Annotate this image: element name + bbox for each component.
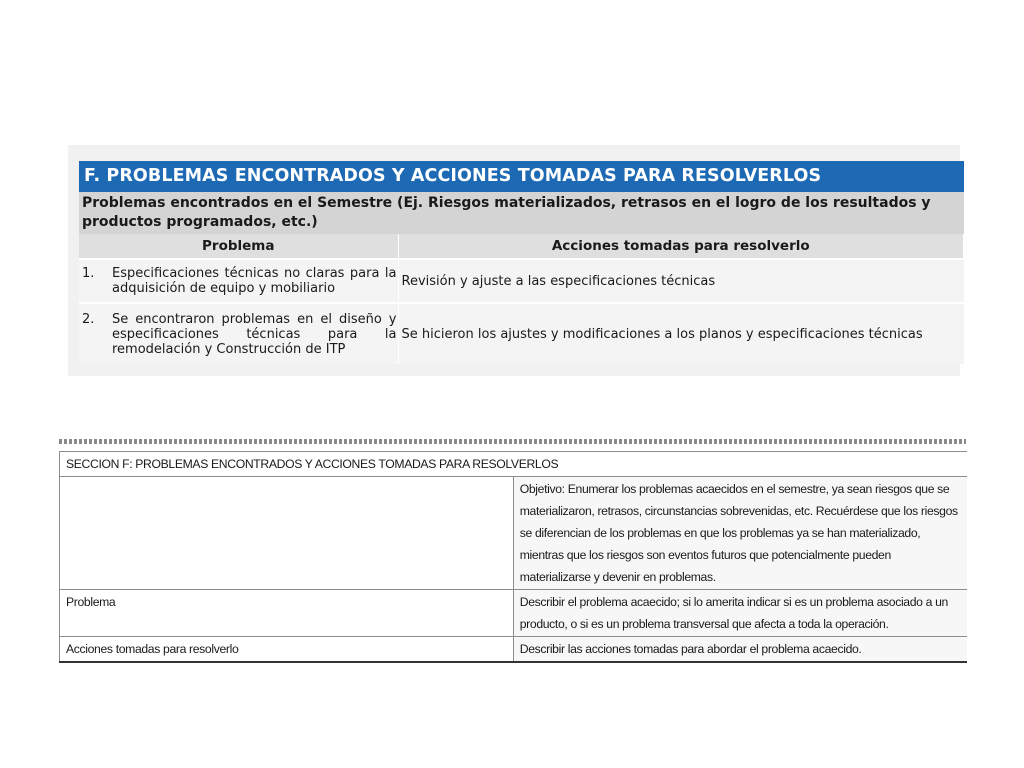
report-section-f <box>68 145 960 376</box>
cropped-text-strip <box>59 438 966 447</box>
objetivo-row <box>60 477 968 590</box>
problem-text: Se encontraron problemas en el diseño y especificaciones técnicas para la remodelación y Construcción de ITP <box>112 311 397 357</box>
instructions-table <box>59 451 967 663</box>
action-text: Se hicieron los ajustes y modificaciones a los planos y especificaciones técnicas <box>401 326 923 342</box>
problema-description: Describir el problema acaecido; si lo amerita indicar si es un problema asociado a un producto, o si es un problema transversal que afecta a toda la operación. <box>513 590 967 637</box>
action-text: Revisión y ajuste a las especificaciones técnicas <box>401 273 716 289</box>
row-number: 2. <box>82 311 95 327</box>
objetivo-label-cell <box>60 477 514 590</box>
acciones-description: Describir las acciones tomadas para abordar el problema acaecido. <box>513 637 967 663</box>
action-cell <box>398 303 964 364</box>
report-table-container <box>79 161 964 364</box>
column-header-acciones: Acciones tomadas para resolverlo <box>398 234 964 259</box>
problema-label: Problema <box>60 590 514 637</box>
section-subheader: Problemas encontrados en el Semestre (Ej. Riesgos materializados, retrasos en el logro de los resultados y productos programados, etc.) <box>79 192 964 234</box>
table-row <box>79 259 964 303</box>
problem-text: Especificaciones técnicas no claras para la adquisición de equipo y mobiliario <box>112 266 397 296</box>
column-header-problema: Problema <box>79 234 398 259</box>
objetivo-text: Objetivo: Enumerar los problemas acaecidos en el semestre, ya sean riesgos que se materializaron, retrasos, circunstancias sobrevenidas, etc. Recuérdese que los riesgos se diferencian de los problemas en que los problemas ya se han materializado, mientras que los riesgos son eventos futuros que potencialmente pueden materializarse y devenir en problemas. <box>513 477 967 590</box>
problem-cell <box>79 303 398 364</box>
row-number: 1. <box>82 266 95 281</box>
action-cell <box>398 259 964 303</box>
instructions-title: SECCION F: PROBLEMAS ENCONTRADOS Y ACCIONES TOMADAS PARA RESOLVERLOS <box>60 452 968 477</box>
cropped-text-line <box>59 439 966 444</box>
problems-table <box>79 234 964 364</box>
instructions-title-row <box>60 452 968 477</box>
table-row <box>79 303 964 364</box>
table-header-row <box>79 234 964 259</box>
problem-cell <box>79 259 398 303</box>
problema-row <box>60 590 968 637</box>
acciones-row <box>60 637 968 663</box>
section-header: F. PROBLEMAS ENCONTRADOS Y ACCIONES TOMADAS PARA RESOLVERLOS <box>79 161 964 192</box>
acciones-label: Acciones tomadas para resolverlo <box>60 637 514 663</box>
